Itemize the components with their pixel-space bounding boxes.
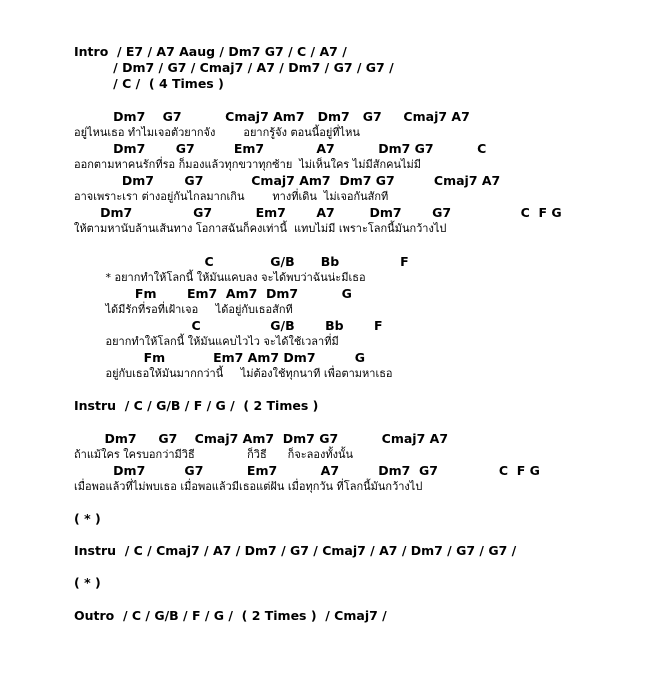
instru-line-1: Instru / C / G/B / F / G / ( 2 Times )	[74, 398, 319, 413]
intro-line-2: / Dm7 / G7 / Cmaj7 / A7 / Dm7 / G7 / G7 /	[74, 60, 394, 75]
instru-line-2: Instru / C / Cmaj7 / A7 / Dm7 / G7 / Cmaj7 / A7 / Dm7 / G7 / G7 /	[74, 543, 517, 558]
chord-line: Fm Em7 Am7 Dm7 G	[74, 350, 365, 365]
lyric-line: * อยากทำให้โลกนี้ ให้มันแคบลง จะได้พบว่าฉันน่ะมีเธอ	[74, 271, 366, 284]
lyric-line: ออกตามหาคนรักที่รอ ก็มองแล้วทุกขวาทุกซ้าย ไม่เห็นใคร ไม่มีสักคนไม่มี	[74, 158, 422, 171]
chord-line: C G/B Bb F	[74, 254, 409, 269]
chord-line: Dm7 G7 Cmaj7 Am7 Dm7 G7 Cmaj7 A7	[74, 173, 501, 188]
lyric-line: อยู่กับเธอให้มันมากกว่านี้ ไม่ต้องใช้ทุกนาที เพื่อตามหาเธอ	[74, 367, 393, 380]
chord-line: Dm7 G7 Cmaj7 Am7 Dm7 G7 Cmaj7 A7	[74, 109, 470, 124]
lyric-line: อยากทำให้โลกนี้ ให้มันแคบไวไว จะได้ใช้เวลาที่มี	[74, 335, 339, 348]
lyric-line: อยู่ไหนเธอ ทำไมเจอตัวยากจัง อยากรู้จัง ตอนนี้อยู่ที่ไหน	[74, 126, 360, 139]
chorus-repeat-1: ( * )	[74, 511, 101, 526]
chord-line: Dm7 G7 Em7 A7 Dm7 G7 C F G	[74, 463, 540, 478]
intro-line-3: / C / ( 4 Times )	[74, 76, 224, 91]
lyric-line: เมื่อพอแล้วที่ไม่พบเธอ เมื่อพอแล้วมีเธอแต่ฝัน เมื่อทุกวัน ที่โลกนี้มันกว้างไป	[74, 480, 423, 493]
lyric-line: ให้ตามหานับล้านเส้นทาง โอกาสฉันก็คงเท่านี้ แทบไม่มี เพราะโลกนี้มันกว้างไป	[74, 222, 447, 235]
lyric-line: ได้มีรักที่รอที่เฝ้าเจอ ได้อยู่กับเธอสักที	[74, 303, 293, 316]
chord-line: C G/B Bb F	[74, 318, 383, 333]
lyric-line: อาจเพราะเรา ต่างอยู่กันไกลมากเกิน ทางที่เดิน ไม่เจอกันสักที	[74, 190, 389, 203]
chorus-repeat-2: ( * )	[74, 575, 101, 590]
outro-line: Outro / C / G/B / F / G / ( 2 Times ) / Cmaj7 /	[74, 608, 387, 623]
chord-line: Fm Em7 Am7 Dm7 G	[74, 286, 352, 301]
lyric-line: ถ้าแม้ใคร ใครบอกว่ามีวิธี ก็วิธี ก็จะลองทั้งนั้น	[74, 448, 354, 461]
chord-line: Dm7 G7 Em7 A7 Dm7 G7 C F G	[74, 205, 562, 220]
intro-line-1: Intro / E7 / A7 Aaug / Dm7 G7 / C / A7 /	[74, 44, 347, 59]
chord-line: Dm7 G7 Em7 A7 Dm7 G7 C	[74, 141, 487, 156]
chord-line: Dm7 G7 Cmaj7 Am7 Dm7 G7 Cmaj7 A7	[74, 431, 449, 446]
